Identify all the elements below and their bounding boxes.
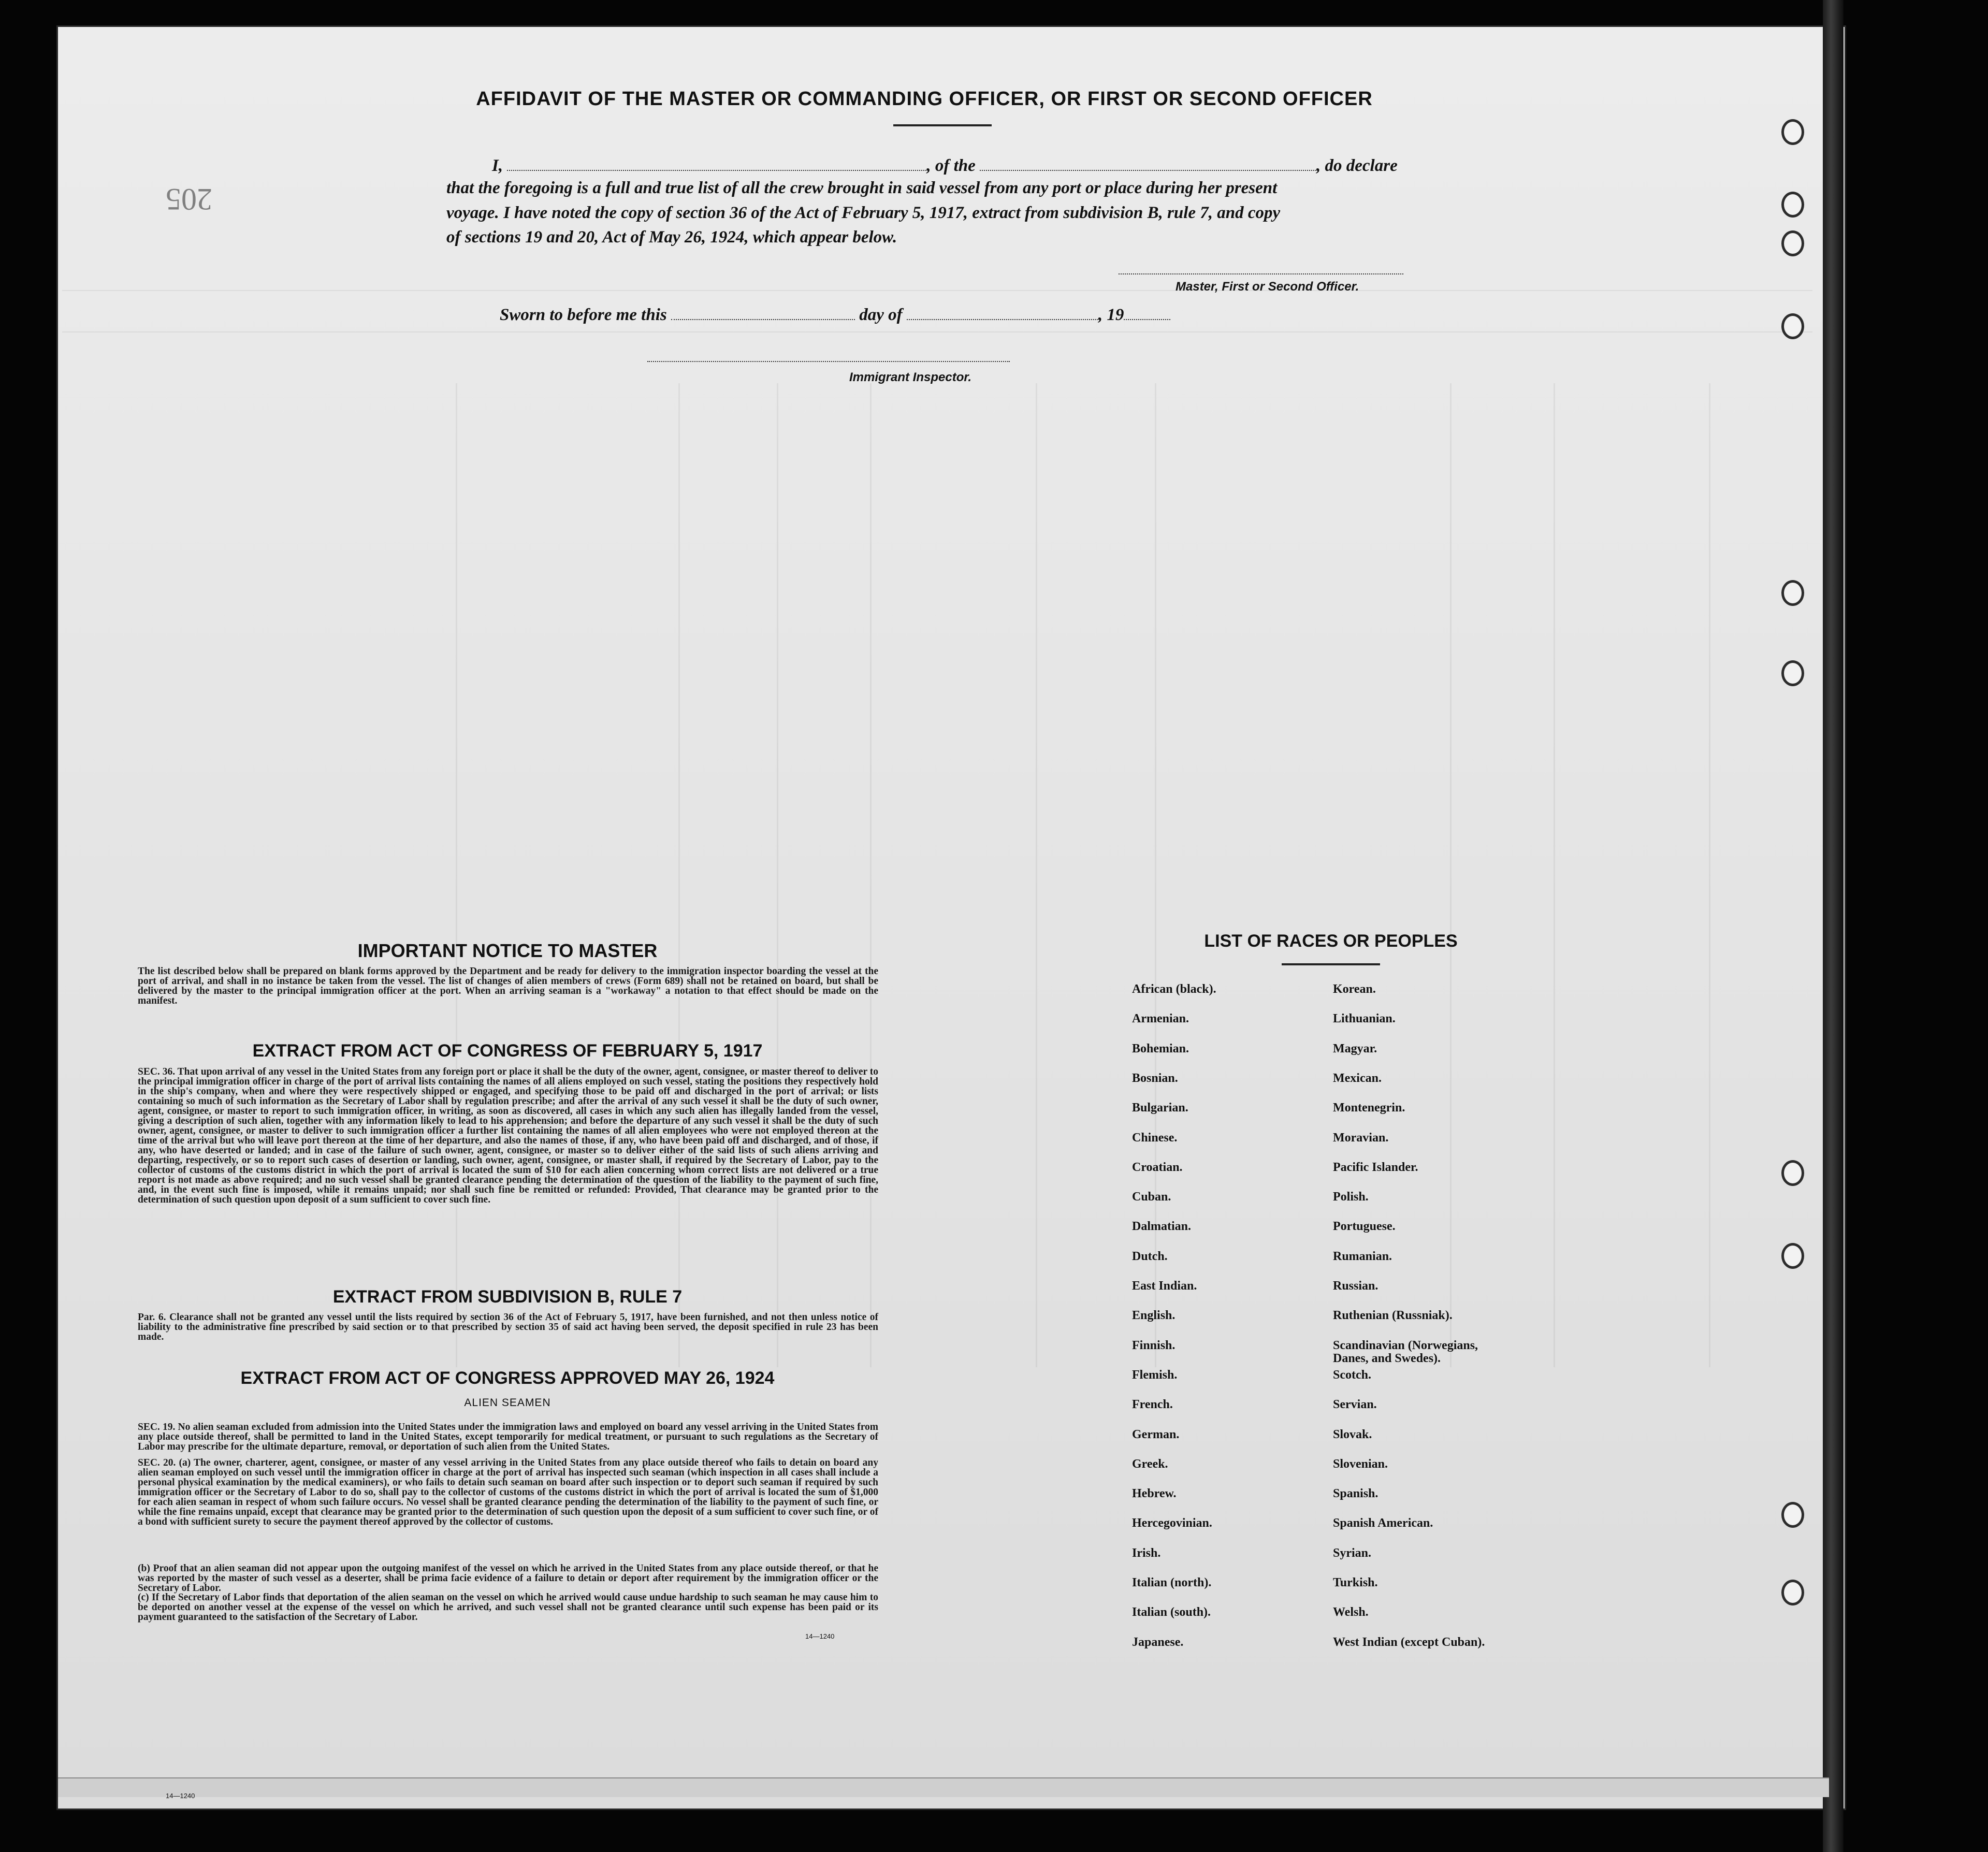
race-item: Cuban. <box>1132 1190 1171 1204</box>
extract-1917-title: EXTRACT FROM ACT OF CONGRESS OF FEBRUARY 5, 1917 <box>252 1041 763 1061</box>
race-item: Ruthenian (Russniak). <box>1333 1309 1453 1323</box>
race-item: Bosnian. <box>1132 1071 1178 1085</box>
race-item: Chinese. <box>1132 1131 1178 1145</box>
sec20b-text: (b) Proof that an alien seaman did not appear upon the outgoing manifest of the vessel on which he arrived in the United States from any place outside thereof, or that he was reported by the master of such vessel as a deserter, shall be prima facie evidence of a failure to detain or deport after requirement by the immigration officer or the Secretary of Labor. <box>138 1563 878 1594</box>
race-item: Korean. <box>1333 982 1376 996</box>
race-item: French. <box>1132 1398 1173 1412</box>
sworn-year-blank[interactable] <box>1124 319 1170 320</box>
sec20-text: SEC. 20. (a) The owner, charterer, agent, consignee, or master of any vessel arriving in the United States from any place outside thereof who fails to detain on board any alien seaman employed on such vessel until the immigration officer in charge at the port of arrival has inspected such seaman (which inspection in all cases shall include a personal physical examination by the medical examiners), or who fails to detain such seaman on board after such inspection or to deport such seaman if required by such immigration officer or the Secretary of Labor to do so, shall pay to the collector of customs of the customs district in which the port of arrival is located the sum of $1,000 for each alien seaman in respect of whom such failure occurs. No vessel shall be granted clearance pending the determination of the liability to the payment of such fine, or while the fine remains unpaid, except that clearance may be granted prior to the determination of such question upon the deposit of a sum sufficient to cover such fine, or of a bond with sufficient surety to secure the payment thereof approved by the collector of customs. <box>138 1457 878 1527</box>
race-item: Greek. <box>1132 1457 1168 1471</box>
race-item: Armenian. <box>1132 1012 1189 1026</box>
footer-code: 14—1240 <box>166 1792 195 1800</box>
race-item: Russian. <box>1333 1279 1378 1293</box>
affidavit-line-4: of sections 19 and 20, Act of May 26, 1924, which appear below. <box>446 228 897 247</box>
race-item: Spanish. <box>1333 1487 1378 1501</box>
race-item: Lithuanian. <box>1333 1012 1396 1026</box>
race-item: Scandinavian (Norwegians, Danes, and Swedes). <box>1333 1338 1478 1365</box>
sworn-day-blank[interactable] <box>671 319 855 320</box>
race-item: Irish. <box>1132 1546 1161 1560</box>
notice-text: The list described below shall be prepared on blank forms approved by the Department and be ready for delivery to the immigration inspector boarding the vessel at the port of arrival, and shall in no instance be taken from the vessel. The list of changes of alien members of crews (Form 689) shall not be retained on board, but shall be delivered by the master to the principal immigration officer at the port. When an arriving seaman is a "workaway" a notation to that effect should be made on the manifest. <box>138 966 878 1006</box>
name-blank[interactable] <box>507 170 926 171</box>
race-item: Slovak. <box>1333 1427 1372 1441</box>
race-item: West Indian (except Cuban). <box>1333 1635 1485 1649</box>
race-item: Turkish. <box>1333 1576 1378 1589</box>
race-item: Slovenian. <box>1333 1457 1388 1471</box>
sworn-month-blank[interactable] <box>907 319 1098 320</box>
sworn-year-label: , 19 <box>1098 306 1124 324</box>
race-item: Portuguese. <box>1333 1220 1396 1234</box>
race-item: Servian. <box>1333 1398 1377 1412</box>
sworn-line <box>500 306 1170 325</box>
race-item: German. <box>1132 1427 1180 1441</box>
race-item: English. <box>1132 1309 1176 1323</box>
race-item: Dalmatian. <box>1132 1220 1191 1234</box>
races-title-rule <box>1282 963 1380 965</box>
affidavit-title: AFFIDAVIT OF THE MASTER OR COMMANDING OFFICER, OR FIRST OR SECOND OFFICER <box>476 88 1373 110</box>
race-item: Moravian. <box>1333 1131 1389 1145</box>
race-item: Magyar. <box>1333 1041 1377 1055</box>
form-number: 14—1240 <box>805 1632 835 1640</box>
sec20c-text: (c) If the Secretary of Labor finds that deportation of the alien seaman on the vessel on which he arrived would cause undue hardship to such seaman he may cause him to be deported on another vessel at the expense of the vessel on which he arrived, and such vessel shall not be granted clearance until such expense has been paid or its payment guaranteed to the satisfaction of the Secretary of Labor. <box>138 1592 878 1623</box>
race-item: Finnish. <box>1132 1338 1176 1352</box>
race-item: Italian (north). <box>1132 1576 1212 1589</box>
vessel-blank[interactable] <box>980 170 1316 171</box>
races-title: LIST OF RACES OR PEOPLES <box>1204 931 1458 951</box>
extract-rule7-text: Par. 6. Clearance shall not be granted any vessel until the lists required by section 36 of the Act of February 5, 1917, have been furnished, and not then unless notice of liability to the administrative fine prescribed by said section or to that prescribed by section 35 of said act having been served, the deposit specified in rule 23 has been made. <box>138 1312 878 1342</box>
affidavit-line-3: voyage. I have noted the copy of section 36 of the Act of February 5, 1917, extract from subdivision B, rule 7, and copy <box>446 204 1281 222</box>
page-stamp-number: 205 <box>166 182 212 216</box>
race-item: Spanish American. <box>1333 1516 1433 1530</box>
race-item: Hebrew. <box>1132 1487 1177 1501</box>
sworn-day-label: day of <box>859 306 903 324</box>
affidavit-line-2: that the foregoing is a full and true list of all the crew brought in said vessel from any port or place during her present <box>446 179 1278 197</box>
extract-1917-text: SEC. 36. That upon arrival of any vessel in the United States from any foreign port or place it shall be the duty of the owner, agent, consignee, or master thereof to deliver to the principal immigration officer in charge of the port of arrival lists containing the names of all aliens employed on such vessel, stating the positions they respectively hold in the ship's company, when and where they were respectively shipped or engaged, and specifying those to be paid off and discharged in the port of arrival; or lists containing so much of such information as the Secretary of Labor shall by regulation prescribe; and after the arrival of any such vessel it shall be the duty of such owner, agent, consignee, or master to report to such immigration officer, in writing, as soon as discovered, all cases in which any such alien has illegally landed from the vessel, giving a description of such alien, together with any information likely to lead to his apprehension; and before the departure of any such vessel it shall be the duty of such owner, agent, consignee, or master to deliver to such immigration officer a further list containing the names of all alien employees who were not employed thereon at the time of the arrival but who will leave port thereon at the time of her departure, and also the names of those, if any, who have been paid off and discharged, and of those, if any, who have deserted or landed; and in case of the failure of such owner, agent, consignee, or master so to deliver either of the said lists of such aliens arriving and departing, respectively, or so to report such cases of desertion or landing, such owner, agent, consignee, or master shall, if required by the Secretary of Labor, pay to the collector of customs of the customs district in which the port of arrival is located the sum of $10 for each alien concerning whom correct lists are not delivered or a true report is not made as above required; and no such vessel shall be granted clearance pending the determination of the question of the liability to the payment of such fine, and, in the event such fine is imposed, while it remains unpaid; nor shall such fine be remitted or refunded: Provided, That clearance may be granted prior to the determination of such question upon deposit of a sum sufficient to cover such fine. <box>138 1066 878 1205</box>
extract-1924-title: EXTRACT FROM ACT OF CONGRESS APPROVED MAY 26, 1924 <box>240 1368 775 1388</box>
sec19-text: SEC. 19. No alien seaman excluded from admission into the United States under the immigration laws and employed on board any vessel arriving in the United States from any place outside thereof, shall be permitted to land in the United States, except temporarily for medical treatment, or pursuant to such regulations as the Secretary of Labor may prescribe for the ultimate departure, removal, or deportation of such alien from the United States. <box>138 1422 878 1452</box>
race-item: Japanese. <box>1132 1635 1184 1649</box>
alien-seamen-subtitle: ALIEN SEAMEN <box>464 1397 551 1409</box>
race-item: Bohemian. <box>1132 1041 1189 1055</box>
race-item: Welsh. <box>1333 1605 1369 1619</box>
race-item: East Indian. <box>1132 1279 1197 1293</box>
affidavit-of-the: , of the <box>926 156 976 175</box>
race-item: African (black). <box>1132 982 1216 996</box>
race-item: Bulgarian. <box>1132 1101 1188 1115</box>
race-item: Dutch. <box>1132 1249 1168 1263</box>
notice-title: IMPORTANT NOTICE TO MASTER <box>357 940 658 961</box>
extract-rule7-title: EXTRACT FROM SUBDIVISION B, RULE 7 <box>332 1287 683 1307</box>
race-item: Syrian. <box>1333 1546 1372 1560</box>
race-item: Mexican. <box>1333 1071 1382 1085</box>
race-item: Scotch. <box>1333 1368 1371 1382</box>
master-signature-line[interactable] <box>1119 273 1403 274</box>
race-item: Hercegovinian. <box>1132 1516 1212 1530</box>
affidavit-declare: , do declare <box>1316 156 1398 175</box>
master-signature-label: Master, First or Second Officer. <box>1176 280 1359 294</box>
race-item: Croatian. <box>1132 1160 1183 1174</box>
race-item: Flemish. <box>1132 1368 1178 1382</box>
page-edge <box>1823 0 1844 1852</box>
bottom-strip <box>58 1777 1829 1797</box>
race-item: Rumanian. <box>1333 1249 1392 1263</box>
race-item: Pacific Islander. <box>1333 1160 1418 1174</box>
race-item: Italian (south). <box>1132 1605 1211 1619</box>
affidavit-i: I, <box>492 156 503 175</box>
race-item: Montenegrin. <box>1333 1101 1405 1115</box>
sworn-prefix: Sworn to before me this <box>500 306 667 324</box>
title-rule <box>893 124 992 126</box>
manifest-page <box>58 27 1845 1808</box>
race-item: Polish. <box>1333 1190 1369 1204</box>
affidavit-line-1 <box>492 156 1398 176</box>
inspector-signature-line[interactable] <box>647 361 1010 362</box>
inspector-signature-label: Immigrant Inspector. <box>849 370 972 384</box>
